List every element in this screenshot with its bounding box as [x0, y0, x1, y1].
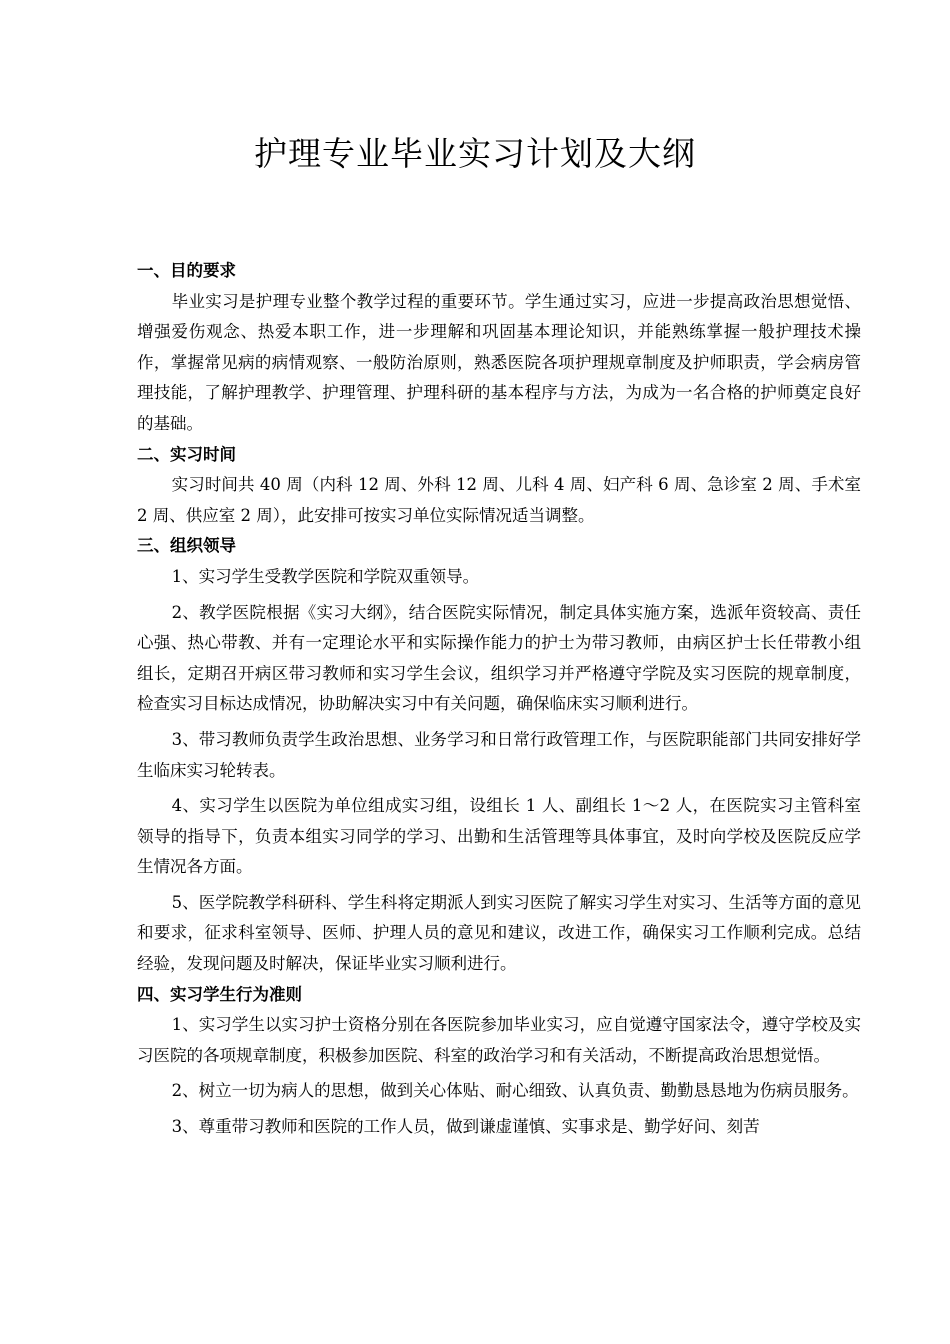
document-title: 护理专业毕业实习计划及大纲: [254, 134, 696, 173]
paragraph: 3、带习教师负责学生政治思想、业务学习和日常行政管理工作，与医院职能部门共同安排好学生临床实习轮转表。: [137, 729, 861, 780]
section-heading-organization: 三、组织领导: [137, 536, 236, 556]
paragraph: 1、实习学生受教学医院和学院双重领导。: [171, 566, 480, 586]
document-body: [137, 256, 861, 1143]
paragraph: 1、实习学生以实习护士资格分别在各医院参加毕业实习，应自觉遵守国家法令，遵守学校及实习医院的各项规章制度，积极参加医院、科室的政治学习和有关活动，不断提高政治思想觉悟。: [137, 1015, 861, 1065]
paragraph: 毕业实习是护理专业整个教学过程的重要环节。学生通过实习，应进一步提高政治思想觉悟、增强爱伤观念、热爱本职工作，进一步理解和巩固基本理论知识，并能熟练掌握一般护理技术操作，掌握常见病的病情观察、一般防治原则，熟悉医院各项护理规章制度及护师职责，学会病房管理技能，了解护理教学、护理管理、护理科研的基本程序与方法，为成为一名合格的护师奠定良好的基础。: [137, 291, 861, 433]
paragraph: 实习时间共 40 周（内科 12 周、外科 12 周、儿科 4 周、妇产科 6 周、急诊室 2 周、手术室 2 周、供应室 2 周），此安排可按实习单位实际情况适当调整。: [137, 475, 861, 525]
paragraph: 2、教学医院根据《实习大纲》，结合医院实际情况，制定具体实施方案，选派年资较高、责任心强、热心带教、并有一定理论水平和实际操作能力的护士为带习教师，由病区护士长任带教小组组长，定期召开病区带习教师和实习学生会议，组织学习并严格遵守学院及实习医院的规章制度，检查实习目标达成情况，协助解决实习中有关问题，确保临床实习顺利进行。: [137, 602, 861, 714]
section-heading-duration: 二、实习时间: [137, 444, 236, 464]
section-heading-purpose: 一、目的要求: [137, 261, 236, 280]
paragraph: 5、医学院教学科研科、学生科将定期派人到实习医院了解实习学生对实习、生活等方面的意见和要求，征求科室领导、医师、护理人员的意见和建议，改进工作，确保实习工作顺利完成。总结经验，发现问题及时解决，保证毕业实习顺利进行。: [137, 892, 861, 974]
paragraph: 4、实习学生以医院为单位组成实习组，设组长 1 人、副组长 1～2 人，在医院实习主管科室领导的指导下，负责本组实习同学的学习、出勤和生活管理等具体事宜，及时向学校及医院反应学生情况各方面。: [137, 796, 861, 877]
section-heading-code-of-conduct: 四、实习学生行为准则: [137, 984, 302, 1004]
paragraph: 3、尊重带习教师和医院的工作人员，做到谦虚谨慎、实事求是、勤学好问、刻苦: [171, 1117, 760, 1137]
paragraph: 2、树立一切为病人的思想，做到关心体贴、耐心细致、认真负责、勤勤恳恳地为伤病员服务。: [171, 1081, 859, 1101]
